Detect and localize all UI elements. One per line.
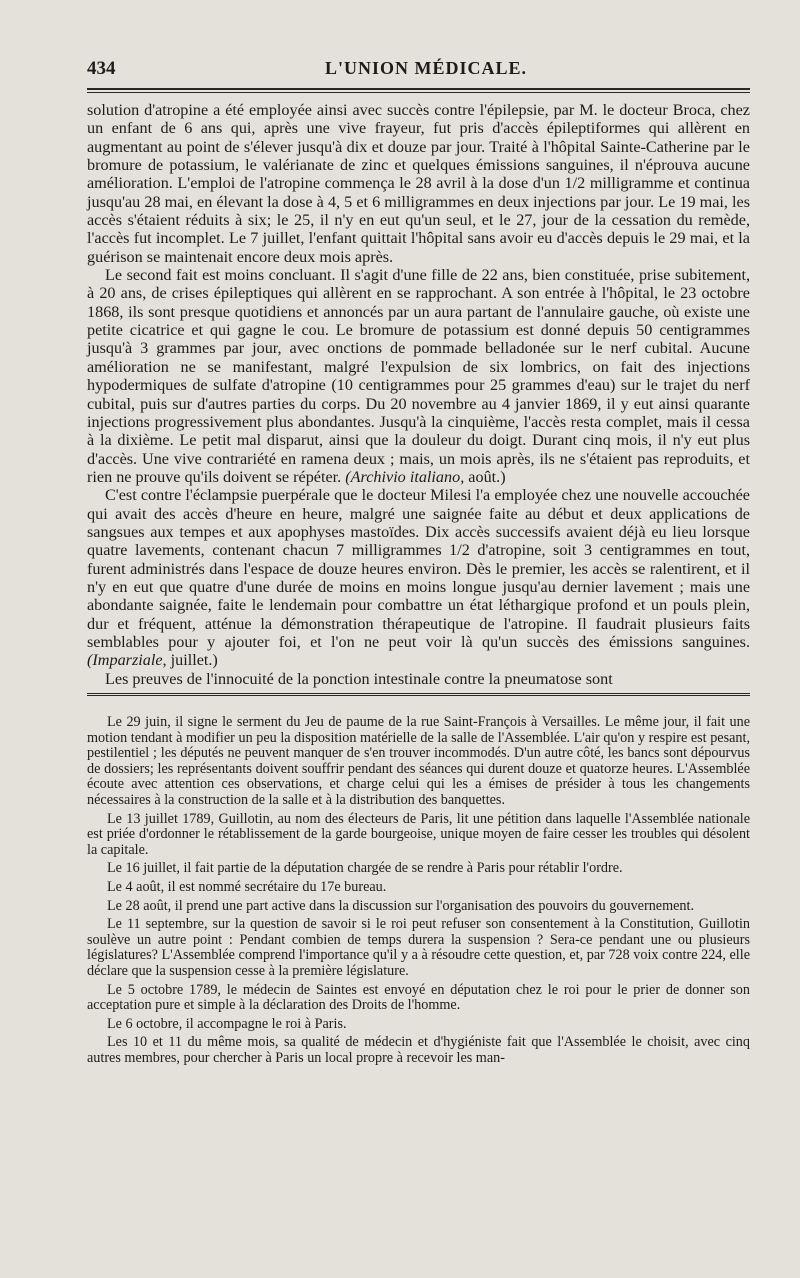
main-text (87, 101, 750, 688)
footnotes (87, 715, 750, 1066)
footnote-paragraph: Le 29 juin, il signe le serment du Jeu de paume de la rue Saint-François à Versailles. Le même jour, il fait une motion tendant à modifier un peu la disposition matérielle de la salle de l'Assemblée. L'air qu'on y respire est pesant, pestilentiel ; les députés ne peuvent manquer de s'en trouver incommodés. D'un autre côté, les bancs sont dépourvus de dossiers; les représentants doivent souffrir pendant des séances qui durent douze et quatorze heures. L'Assemblée écoute avec attention ces observations, et charge celui qui les a émises de présider à tous les changements nécessaires à la construction de la salle et à la distribution des banquettes. (87, 714, 750, 808)
footnote-paragraph: Le 6 octobre, il accompagne le roi à Paris. (107, 1015, 347, 1032)
citation-tail: juillet.) (166, 651, 218, 670)
main-paragraph: Les preuves de l'innocuité de la ponction intestinale contre la pneumatose sont (105, 669, 613, 688)
footnote-paragraph: Le 28 août, il prend une part active dans la discussion sur l'organisation des pouvoirs du gouvernement. (107, 897, 695, 914)
page-header (87, 58, 750, 90)
paragraph-text: C'est contre l'éclampsie puerpérale que le docteur Milesi l'a employée chez une nouvelle accouchée qui avait des accès d'heure en heure, malgré une saignée faite au début et deux applications de sangsues aux tempes et aux apophyses mastoïdes. Dix accès successifs avaient déjà eu lieu lorsque quatre lavements, contenant chacun 7 milligrammes 1/2 d'atropine, soit 3 centigrammes en tout, furent administrés dans l'espace de douze heures environ. Dès le premier, les accès se ralentirent, et il n'y en eut que quatre d'une durée de moins en moins longue jusqu'au dernier lavement ; mais une abondante saignée, faite le lendemain pour combattre un état léthargique profond et un pouls plein, dur et fréquent, atténue la démonstration thérapeutique de l'atropine. Il faudrait plusieurs faits semblables pour y ajouter foi, et l'on ne peut voir là qu'un succès des émissions sanguines. (87, 486, 750, 651)
running-title: L'UNION MÉDICALE. (325, 58, 528, 78)
page-number: 434 (87, 58, 116, 79)
main-paragraph (87, 486, 750, 669)
footnote-paragraph: Le 4 août, il est nommé secrétaire du 17e bureau. (107, 878, 387, 895)
header-rule (87, 92, 750, 93)
footnote-paragraph: Les 10 et 11 du même mois, sa qualité de médecin et d'hygiéniste fait que l'Assemblée le choisit, avec cinq autres membres, pour chercher à Paris un local propre à recevoir les man- (87, 1034, 750, 1066)
main-paragraph: solution d'atropine a été employée ainsi avec succès contre l'épilepsie, par M. le docteur Broca, chez un enfant de 6 ans qui, après une vive frayeur, fut pris d'accès épileptiformes qui allèrent en augmentant au point de s'élever jusqu'à dix et douze par jour. Traité à l'hôpital Sainte-Catherine par le bromure de potassium, le valérianate de zinc et quelques émissions sanguines, il n'éprouva aucune amélioration. L'emploi de l'atropine commença le 28 avril à la dose d'un 1/2 milligramme et continua jusqu'au 28 mai, en élevant la dose à 4, 5 et 6 milligrammes en deux injections par jour. Le 19 mai, les accès s'étaient réduits à six; le 25, il n'y en eut qu'un seul, et le 27, jour de la cessation du remède, l'accès fut incomplet. Le 7 juillet, l'enfant quittait l'hôpital sans avoir eu d'accès depuis le 29 mai, et la guérison se maintenait encore deux mois après. (87, 101, 750, 266)
footnote-separator (87, 693, 750, 699)
footnote-paragraph: Le 11 septembre, sur la question de savoir si le roi peut refuser son consentement à la Constitution, Guillotin soulève un autre point : Pendant combien de temps durera la suspension ? Sera-ce pendant une ou plusieurs législatures? L'Assemblée comprend l'importance qu'il y a à résoudre cette question, et, par 728 voix contre 224, elle déclare que la suspension cesse à la première législature. (87, 916, 750, 979)
main-paragraph (87, 266, 750, 486)
paragraph-text: Le second fait est moins concluant. Il s'agit d'une fille de 22 ans, bien constituée, prise subitement, à 20 ans, de crises épileptiques qui allèrent en se rapprochant. A son entrée à l'hôpital, le 23 octobre 1868, ils sont presque quotidiens et annoncés par un aura partant de l'annulaire gauche, où existe une petite cicatrice et qui gagne le cou. Le bromure de potassium est donné depuis 50 centigrammes jusqu'à 3 grammes par jour, avec onctions de pommade belladonée sur le nerf cubital. Aucune amélioration ne se manifestant, malgré l'expulsion de six lombrics, on fait des injections hypodermiques de sulfate d'atropine (10 centigrammes pour 25 grammes d'eau) sur le trajet du nerf cubital, puis sur d'autres parties du corps. Du 20 novembre au 4 janvier 1869, il y eut ainsi quarante injections progressivement plus abondantes. Jusqu'à la cinquième, l'accès resta complet, mais il cessa à la dixième. Le petit mal disparut, ainsi que la douleur du doigt. Durant cinq mois, il n'y eut plus d'accès. Une vive contrariété en ramena deux ; mais, un mois après, ils ne s'étaient pas reproduits, et rien ne prouve qu'ils doivent se répéter. (87, 266, 750, 486)
source-citation: (Archivio italiano, (345, 467, 465, 486)
footnote-paragraph: Le 16 juillet, il fait partie de la députation chargée de se rendre à Paris pour rétablir l'ordre. (107, 860, 623, 877)
footnote-paragraph: Le 13 juillet 1789, Guillotin, au nom des électeurs de Paris, lit une pétition dans laquelle l'Assemblée nationale est priée d'ordonner le rétablissement de la garde bourgeoise, unique moyen de faire cesser les troubles qui désolent la capitale. (87, 810, 750, 858)
citation-tail: août.) (464, 467, 506, 486)
source-citation: (Imparziale, (87, 651, 167, 670)
footnote-paragraph: Le 5 octobre 1789, le médecin de Saintes est envoyé en députation chez le roi pour le prier de donner son acceptation pure et simple à la déclaration des Droits de l'homme. (87, 981, 750, 1014)
